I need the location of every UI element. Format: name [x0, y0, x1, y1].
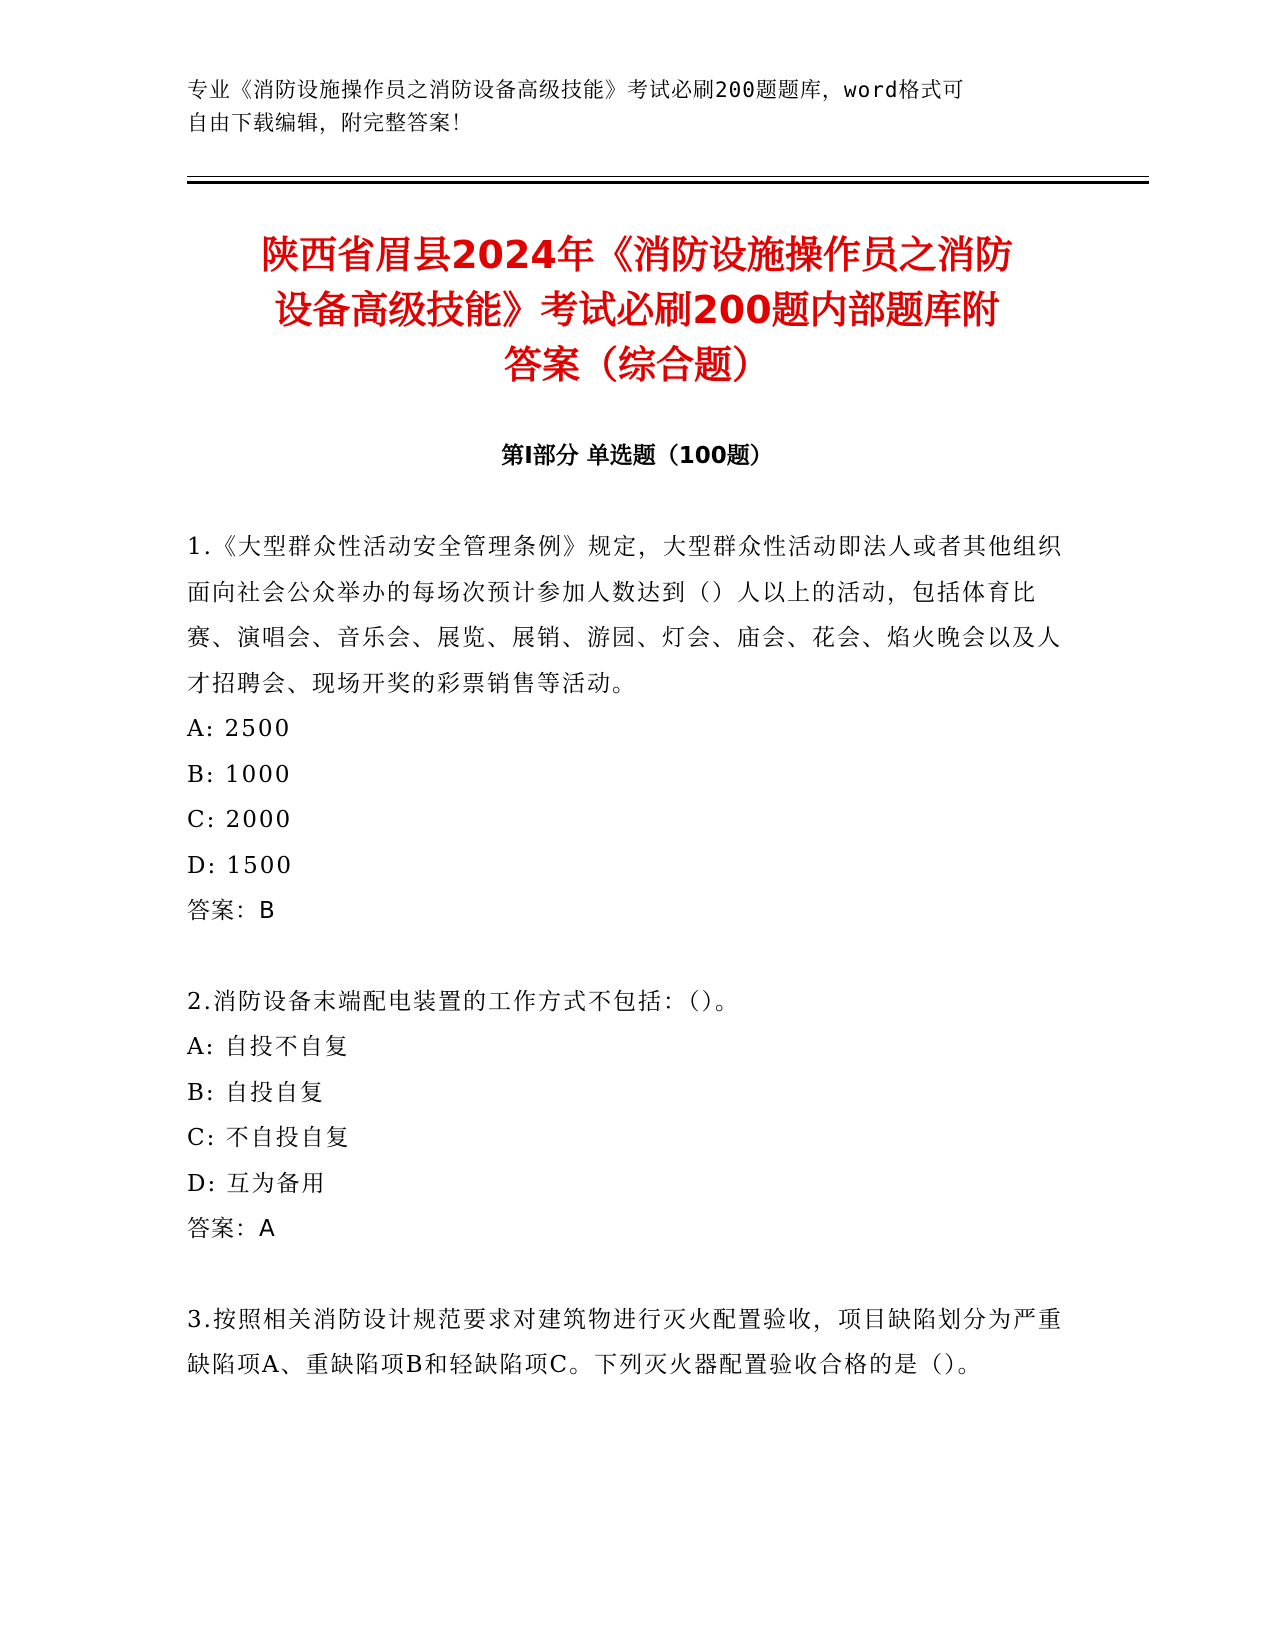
title-line-1: 陕西省眉县2024年《消防设施操作员之消防 [261, 233, 1013, 277]
option-d: D: 互为备用 [187, 1170, 327, 1197]
header-line-2: 自由下载编辑，附完整答案！ [187, 111, 473, 135]
title-line-3: 答案（综合题） [503, 343, 770, 387]
document-header [187, 74, 1067, 140]
header-line-1: 专业《消防设施操作员之消防设备高级技能》考试必刷200题题库，word格式可 [187, 78, 965, 102]
option-b: B: 自投自复 [187, 1079, 325, 1106]
question-text: 3.按照相关消防设计规范要求对建筑物进行灭火配置验收，项目缺陷划分为严重缺陷项A、重缺陷项B和轻缺陷项C。下列灭火器配置验收合格的是（）。 [187, 1306, 1063, 1378]
answer: 答案：B [187, 898, 276, 924]
question-2 [187, 980, 1067, 1253]
document-title [187, 228, 1087, 393]
option-c: C: 不自投自复 [187, 1125, 351, 1151]
option-b: B: 1000 [187, 761, 292, 788]
header-divider-thick [187, 181, 1149, 184]
header-divider-thin [187, 176, 1149, 177]
option-a: A: 自投不自复 [187, 1034, 350, 1060]
question-text: 1.《大型群众性活动安全管理条例》规定，大型群众性活动即法人或者其他组织面向社会公众举办的每场次预计参加人数达到（）人以上的活动，包括体育比赛、演唱会、音乐会、展览、展销、游园、灯会、庙会、花会、焰火晚会以及人才招聘会、现场开奖的彩票销售等活动。 [187, 534, 1063, 697]
option-d: D: 1500 [187, 852, 294, 879]
option-c: C: 2000 [187, 807, 293, 833]
question-1 [187, 525, 1067, 935]
option-a: A: 2500 [187, 716, 292, 742]
answer: 答案：A [187, 1216, 276, 1242]
title-line-2: 设备高级技能》考试必刷200题内部题库附 [274, 288, 1000, 332]
question-text: 2.消防设备末端配电装置的工作方式不包括：（）。 [187, 988, 740, 1015]
section-title: 第Ⅰ部分 单选题（100题） [501, 443, 773, 469]
question-3 [187, 1298, 1067, 1389]
question-list [187, 525, 1067, 1434]
